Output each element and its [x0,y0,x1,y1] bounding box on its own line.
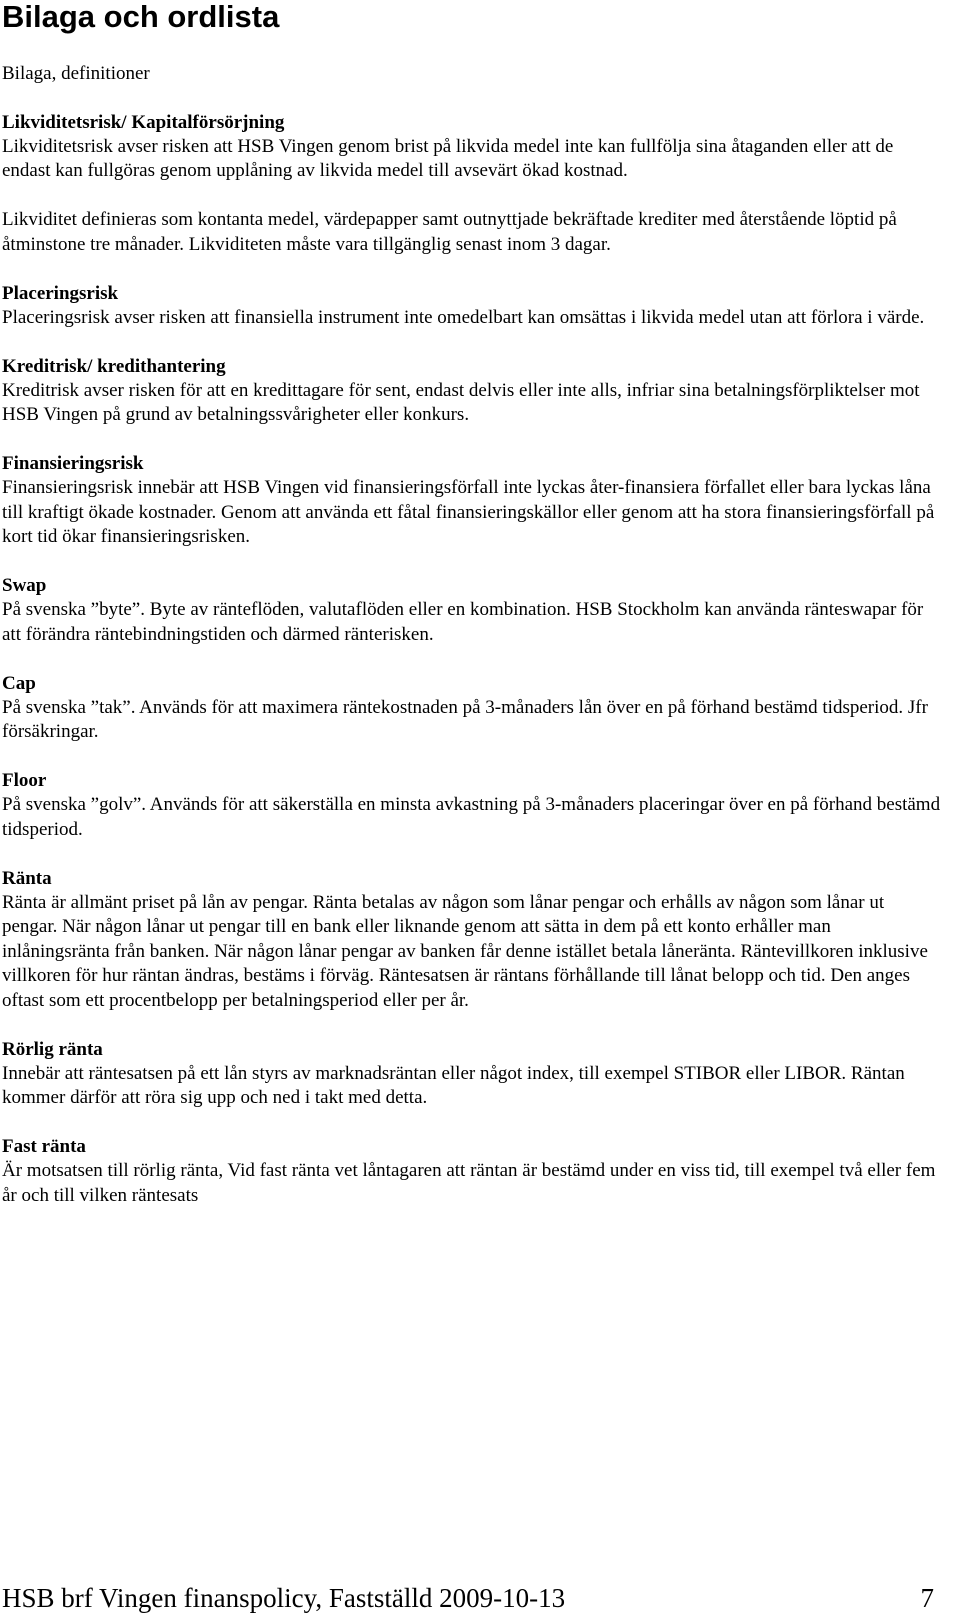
definition-finansieringsrisk [2,452,942,550]
definition-likviditetsrisk [2,111,942,258]
page-title: Bilaga och ordlista [2,0,280,34]
term-heading: Floor [2,770,47,791]
term-heading: Fast ränta [2,1136,86,1157]
document-page [2,0,942,1208]
term-heading: Kreditrisk/ kredithantering [2,355,226,377]
definition-placeringsrisk [2,282,942,331]
definition-ranta [2,867,942,1014]
definition-text: På svenska ”tak”. Används för att maximera räntekostnaden på 3-månaders lån över en på förhand bestämd tidsperiod. Jfr försäkringar. [2,696,928,742]
definition-floor [2,769,942,842]
definition-swap [2,574,942,647]
term-heading: Ränta [2,867,52,889]
term-heading: Rörlig ränta [2,1038,103,1060]
definition-text: Likviditetsrisk avser risken att HSB Vingen genom brist på likvida medel inte kan fullfölja sina åtaganden eller att de endast kan fullgöras genom upplåning av likvida medel till avsevärt ökad kostnad. [2,135,894,181]
term-heading: Placeringsrisk [2,282,119,304]
page-subtitle: Bilaga, definitioner [2,63,150,84]
definition-cap [2,672,942,745]
footer-text: HSB brf Vingen finanspolicy, Fastställd 2009-10-13 [2,1583,566,1613]
definition-rorlig-ranta [2,1038,942,1111]
definition-kreditrisk [2,355,942,428]
definition-text: Placeringsrisk avser risken att finansiella instrument inte omedelbart kan omsättas i likvida medel utan att förlora i värde. [2,306,925,328]
definition-text: Likviditet definieras som kontanta medel, värdepapper samt outnyttjade bekräftade krediter med återstående löptid på åtminstone tre månader. Likviditeten måste vara tillgänglig senast inom 3 dagar. [2,209,897,255]
term-heading: Likviditetsrisk/ Kapitalförsörjning [2,111,285,133]
definition-text: Ränta är allmänt priset på lån av pengar. Ränta betalas av någon som lånar pengar och erhålls av någon som lånar ut pengar. När någon lånar ut pengar till en bank eller liknande genom att sätta in dem på ett konto erhåller man inlåningsränta från banken. När någon lånar pengar av banken får denne istället betala låneränta. Räntevillkoren inklusive villkoren för hur räntan ändras, bestäms i förväg. Räntesatsen är räntans förhållande till lånat belopp och tid. Den anges oftast som ett procentbelopp per betalningsperiod eller per år. [2,891,928,1011]
definition-text: Är motsatsen till rörlig ränta, Vid fast ränta vet låntagaren att räntan är bestämd under en viss tid, till exempel två eller fem år och till vilken räntesats [2,1160,936,1206]
term-heading: Cap [2,672,36,694]
term-heading: Swap [2,575,47,596]
definition-text: Kreditrisk avser risken för att en kredittagare för sent, endast delvis eller inte alls, infriar sina betalningsförpliktelser mot HSB Vingen på grund av betalningssvårigheter eller konkurs. [2,379,920,425]
definition-text: Finansieringsrisk innebär att HSB Vingen vid finansieringsförfall inte lyckas åter-finansiera förfallet eller bara lyckas låna till kraftigt ökade kostnader. Genom att använda ett fåtal finansieringskällor eller genom att ha stora finansieringsförfall på kort tid ökar finansieringsrisken. [2,477,935,547]
term-heading: Finansieringsrisk [2,453,144,474]
definition-fast-ranta [2,1135,942,1208]
page-number: 7 [920,1583,934,1613]
definition-text: På svenska ”byte”. Byte av ränteflöden, valutaflöden eller en kombination. HSB Stockholm kan använda ränteswapar för att förändra räntebindningstiden och därmed ränterisken. [2,599,924,645]
definition-text: På svenska ”golv”. Används för att säkerställa en minsta avkastning på 3-månaders placeringar över en på förhand bestämd tidsperiod. [2,794,941,840]
definition-text: Innebär att räntesatsen på ett lån styrs av marknadsräntan eller något index, till exempel STIBOR eller LIBOR. Räntan kommer därför att röra sig upp och ned i takt med detta. [2,1062,905,1108]
